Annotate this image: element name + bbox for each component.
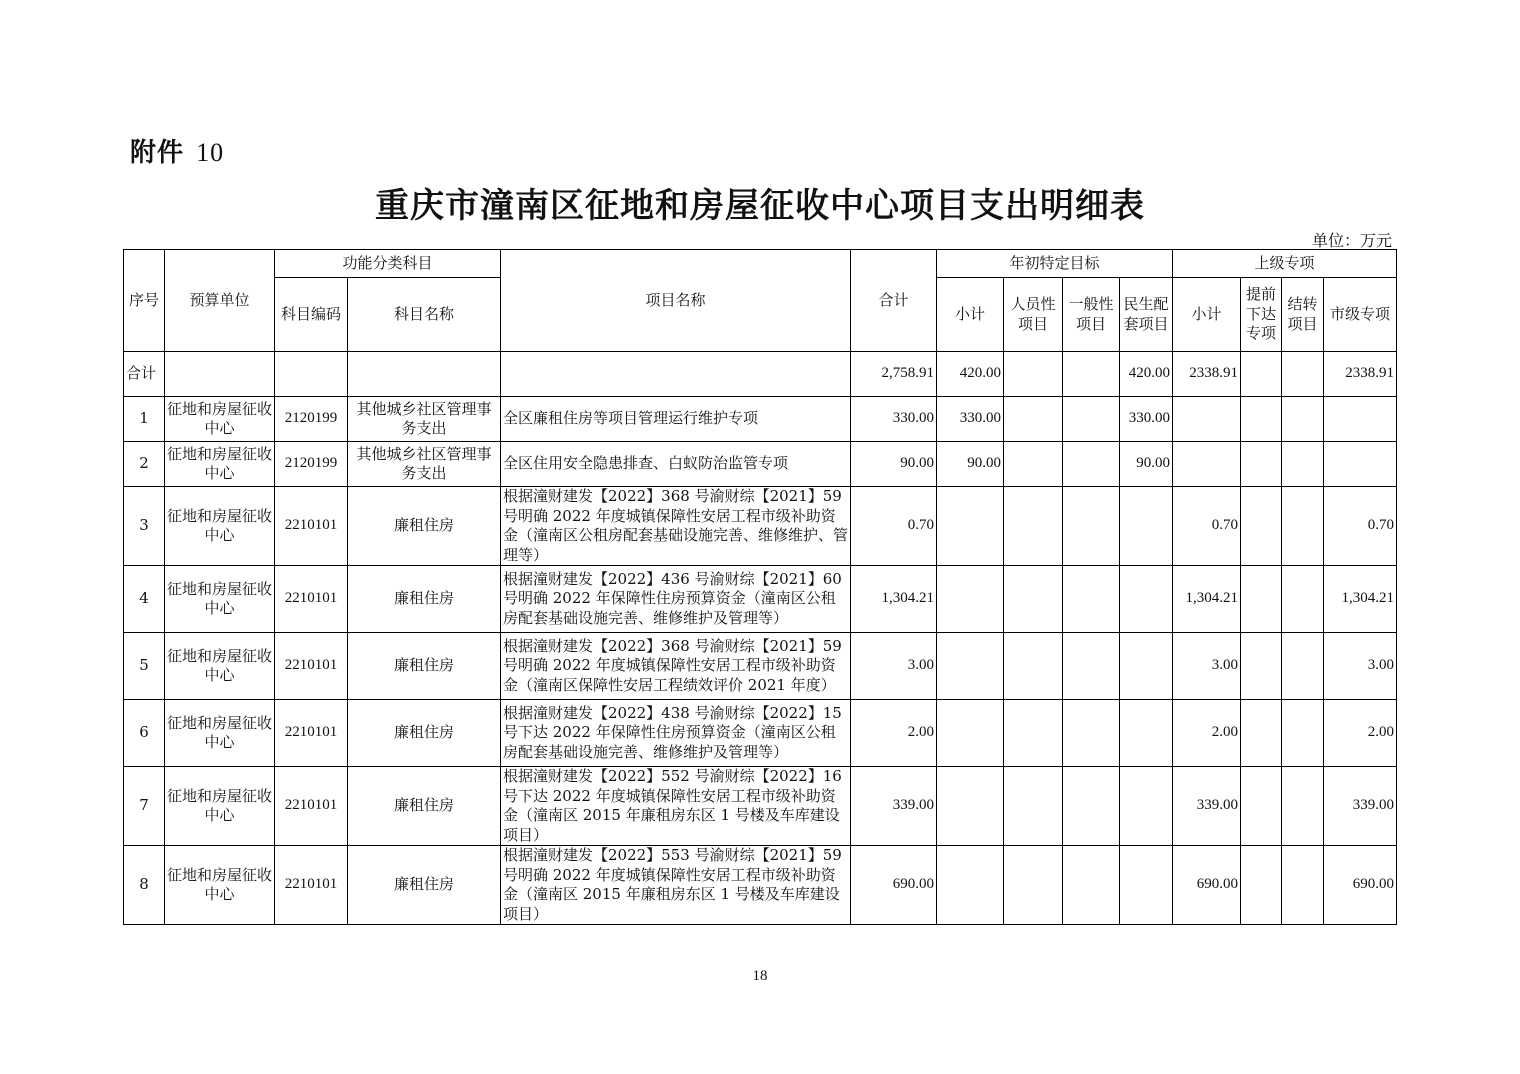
- row-livelihood: [1120, 700, 1173, 767]
- row-livelihood: [1120, 566, 1173, 633]
- row-budget-unit: 征地和房屋征收中心: [165, 397, 275, 442]
- row-subject-code: 2210101: [275, 767, 348, 846]
- summary-row: [124, 352, 1397, 397]
- row-seq: 6: [124, 700, 165, 767]
- row-personnel-project: [1004, 566, 1063, 633]
- row-carryover: [1282, 397, 1324, 442]
- table-row: [124, 566, 1397, 633]
- header-livelihood-project: 民生配套项目: [1120, 278, 1173, 352]
- header-subject-name: 科目名称: [348, 278, 501, 352]
- row-personnel-project: [1004, 442, 1063, 487]
- row-personnel-project: [1004, 487, 1063, 566]
- summary-label: 合计: [124, 352, 165, 397]
- row-subject-name: 廉租住房: [348, 767, 501, 846]
- row-livelihood: [1120, 487, 1173, 566]
- summary-target-subtotal: 420.00: [937, 352, 1004, 397]
- row-total: 339.00: [851, 767, 937, 846]
- row-city-special: 3.00: [1324, 633, 1397, 700]
- header-city-special: 市级专项: [1324, 278, 1397, 352]
- row-city-special: 1,304.21: [1324, 566, 1397, 633]
- row-general-project: [1063, 846, 1120, 925]
- row-carryover: [1282, 846, 1324, 925]
- row-total: 90.00: [851, 442, 937, 487]
- row-general-project: [1063, 633, 1120, 700]
- row-upper-subtotal: 339.00: [1173, 767, 1241, 846]
- row-target-subtotal: 330.00: [937, 397, 1004, 442]
- summary-total: 2,758.91: [851, 352, 937, 397]
- row-target-subtotal: [937, 633, 1004, 700]
- row-general-project: [1063, 397, 1120, 442]
- row-total: 330.00: [851, 397, 937, 442]
- row-upper-subtotal: 3.00: [1173, 633, 1241, 700]
- row-project-name: 根据潼财建发【2022】438 号渝财综【2022】15 号下达 2022 年保障性住房预算资金（潼南区公租房配套基础设施完善、维修维护及管理等）: [501, 700, 851, 767]
- row-total: 690.00: [851, 846, 937, 925]
- row-budget-unit: 征地和房屋征收中心: [165, 846, 275, 925]
- row-early-issued: [1241, 633, 1282, 700]
- row-subject-code: 2120199: [275, 442, 348, 487]
- row-subject-name: 廉租住房: [348, 566, 501, 633]
- page-title: 重庆市潼南区征地和房屋征收中心项目支出明细表: [375, 186, 1145, 226]
- row-target-subtotal: [937, 566, 1004, 633]
- row-upper-subtotal: [1173, 442, 1241, 487]
- row-upper-subtotal: 0.70: [1173, 487, 1241, 566]
- attachment-number: 10: [196, 138, 225, 167]
- row-personnel-project: [1004, 397, 1063, 442]
- row-seq: 7: [124, 767, 165, 846]
- row-personnel-project: [1004, 767, 1063, 846]
- expenditure-table: [123, 249, 1397, 925]
- row-subject-name: 廉租住房: [348, 487, 501, 566]
- row-early-issued: [1241, 700, 1282, 767]
- row-early-issued: [1241, 442, 1282, 487]
- row-subject-code: 2210101: [275, 700, 348, 767]
- header-general-project: 一般性项目: [1063, 278, 1120, 352]
- row-project-name: 全区住用安全隐患排查、白蚁防治监管专项: [501, 442, 851, 487]
- table-row: [124, 700, 1397, 767]
- header-early-issued: 提前下达专项: [1241, 278, 1282, 352]
- row-subject-name: 廉租住房: [348, 700, 501, 767]
- row-early-issued: [1241, 487, 1282, 566]
- header-initial-target: 年初特定目标: [937, 250, 1173, 278]
- table-row: [124, 633, 1397, 700]
- row-city-special: [1324, 442, 1397, 487]
- row-carryover: [1282, 700, 1324, 767]
- row-personnel-project: [1004, 846, 1063, 925]
- attachment-label: 附件 10: [130, 138, 225, 168]
- row-general-project: [1063, 566, 1120, 633]
- row-budget-unit: 征地和房屋征收中心: [165, 487, 275, 566]
- row-upper-subtotal: 2.00: [1173, 700, 1241, 767]
- row-seq: 3: [124, 487, 165, 566]
- row-total: 0.70: [851, 487, 937, 566]
- table-row: [124, 846, 1397, 925]
- row-general-project: [1063, 767, 1120, 846]
- header-seq: 序号: [124, 250, 165, 352]
- header-project-name: 项目名称: [501, 250, 851, 352]
- row-city-special: 0.70: [1324, 487, 1397, 566]
- row-carryover: [1282, 767, 1324, 846]
- row-personnel-project: [1004, 633, 1063, 700]
- row-subject-name: 其他城乡社区管理事务支出: [348, 442, 501, 487]
- header-personnel-project: 人员性项目: [1004, 278, 1063, 352]
- row-subject-code: 2210101: [275, 566, 348, 633]
- row-early-issued: [1241, 767, 1282, 846]
- row-livelihood: 330.00: [1120, 397, 1173, 442]
- row-budget-unit: 征地和房屋征收中心: [165, 767, 275, 846]
- header-budget-unit: 预算单位: [165, 250, 275, 352]
- row-city-special: 339.00: [1324, 767, 1397, 846]
- unit-label: 单位：万元: [1311, 231, 1392, 250]
- row-city-special: 2.00: [1324, 700, 1397, 767]
- row-target-subtotal: [937, 767, 1004, 846]
- summary-upper-subtotal: 2338.91: [1173, 352, 1241, 397]
- row-upper-subtotal: [1173, 397, 1241, 442]
- table-row: [124, 397, 1397, 442]
- row-seq: 5: [124, 633, 165, 700]
- row-total: 2.00: [851, 700, 937, 767]
- row-target-subtotal: [937, 487, 1004, 566]
- table-row: [124, 442, 1397, 487]
- header-subject-code: 科目编码: [275, 278, 348, 352]
- row-seq: 4: [124, 566, 165, 633]
- row-livelihood: [1120, 767, 1173, 846]
- row-target-subtotal: [937, 846, 1004, 925]
- row-subject-code: 2120199: [275, 397, 348, 442]
- row-general-project: [1063, 442, 1120, 487]
- row-early-issued: [1241, 846, 1282, 925]
- row-early-issued: [1241, 397, 1282, 442]
- summary-livelihood: 420.00: [1120, 352, 1173, 397]
- row-livelihood: 90.00: [1120, 442, 1173, 487]
- header-total: 合计: [851, 250, 937, 352]
- row-upper-subtotal: 690.00: [1173, 846, 1241, 925]
- row-subject-name: 廉租住房: [348, 633, 501, 700]
- header-upper-subtotal: 小计: [1173, 278, 1241, 352]
- row-carryover: [1282, 633, 1324, 700]
- table-row: [124, 767, 1397, 846]
- header-function-category: 功能分类科目: [275, 250, 501, 278]
- table-row: [124, 487, 1397, 566]
- row-project-name: 根据潼财建发【2022】368 号渝财综【2021】59 号明确 2022 年度城镇保障性安居工程市级补助资金（潼南区保障性安居工程绩效评价 2021 年度）: [501, 633, 851, 700]
- row-target-subtotal: 90.00: [937, 442, 1004, 487]
- row-livelihood: [1120, 846, 1173, 925]
- row-subject-code: 2210101: [275, 487, 348, 566]
- row-subject-code: 2210101: [275, 846, 348, 925]
- row-livelihood: [1120, 633, 1173, 700]
- row-budget-unit: 征地和房屋征收中心: [165, 442, 275, 487]
- row-seq: 8: [124, 846, 165, 925]
- row-general-project: [1063, 487, 1120, 566]
- summary-city-special: 2338.91: [1324, 352, 1397, 397]
- row-general-project: [1063, 700, 1120, 767]
- header-target-subtotal: 小计: [937, 278, 1004, 352]
- row-project-name: 全区廉租住房等项目管理运行维护专项: [501, 397, 851, 442]
- row-subject-name: 其他城乡社区管理事务支出: [348, 397, 501, 442]
- row-carryover: [1282, 566, 1324, 633]
- row-city-special: 690.00: [1324, 846, 1397, 925]
- header-carryover: 结转项目: [1282, 278, 1324, 352]
- page-number: 18: [752, 968, 768, 984]
- header-upper-special: 上级专项: [1173, 250, 1397, 278]
- row-subject-name: 廉租住房: [348, 846, 501, 925]
- row-seq: 2: [124, 442, 165, 487]
- row-early-issued: [1241, 566, 1282, 633]
- row-city-special: [1324, 397, 1397, 442]
- row-project-name: 根据潼财建发【2022】552 号渝财综【2022】16 号下达 2022 年度城镇保障性安居工程市级补助资金（潼南区 2015 年廉租房东区 1 号楼及车库建设项目）: [501, 767, 851, 846]
- row-seq: 1: [124, 397, 165, 442]
- row-target-subtotal: [937, 700, 1004, 767]
- row-subject-code: 2210101: [275, 633, 348, 700]
- row-total: 1,304.21: [851, 566, 937, 633]
- row-personnel-project: [1004, 700, 1063, 767]
- row-project-name: 根据潼财建发【2022】553 号渝财综【2021】59 号明确 2022 年度城镇保障性安居工程市级补助资金（潼南区 2015 年廉租房东区 1 号楼及车库建设项目）: [501, 846, 851, 925]
- row-upper-subtotal: 1,304.21: [1173, 566, 1241, 633]
- row-total: 3.00: [851, 633, 937, 700]
- row-carryover: [1282, 487, 1324, 566]
- row-project-name: 根据潼财建发【2022】368 号渝财综【2021】59 号明确 2022 年度城镇保障性安居工程市级补助资金（潼南区公租房配套基础设施完善、维修维护、管理等）: [501, 487, 851, 566]
- row-project-name: 根据潼财建发【2022】436 号渝财综【2021】60 号明确 2022 年保障性住房预算资金（潼南区公租房配套基础设施完善、维修维护及管理等）: [501, 566, 851, 633]
- row-carryover: [1282, 442, 1324, 487]
- row-budget-unit: 征地和房屋征收中心: [165, 700, 275, 767]
- row-budget-unit: 征地和房屋征收中心: [165, 633, 275, 700]
- row-budget-unit: 征地和房屋征收中心: [165, 566, 275, 633]
